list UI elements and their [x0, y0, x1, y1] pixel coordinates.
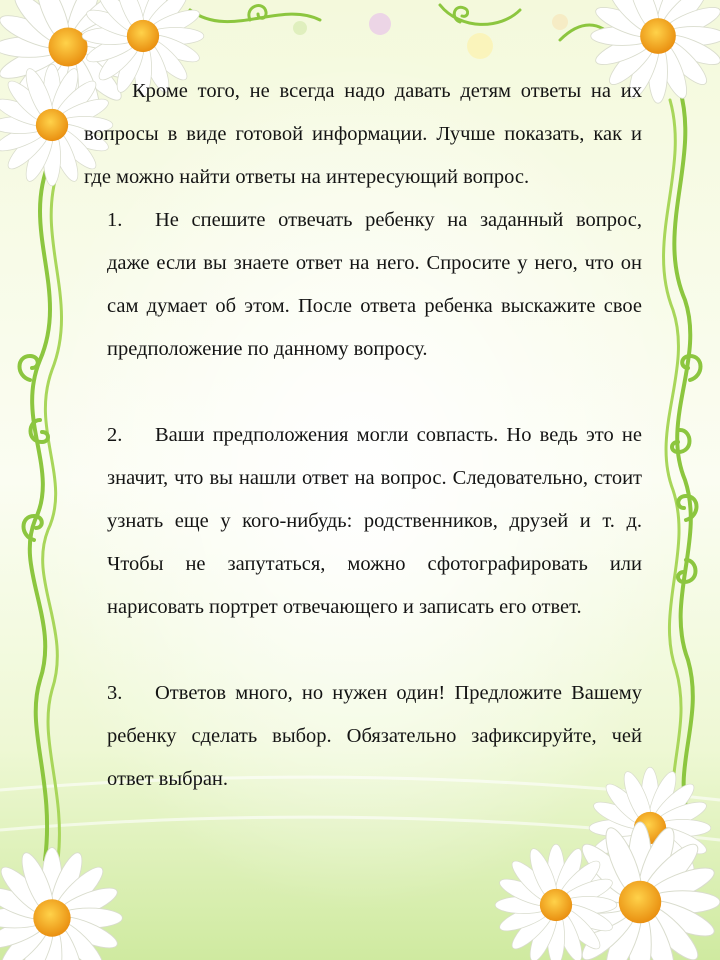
list-item-number: 2.	[107, 424, 123, 446]
list-item-text: Ваши предположения могли совпасть. Но ведь это не значит, что вы нашли ответ на вопрос. Следовательно, стоит узнать еще у кого-нибудь: родственников, друзей и т. д. Чтобы не запутаться, можно сфотографировать или нарисовать портрет отвечающего и записать его ответ.	[107, 424, 642, 618]
intro-paragraph: Кроме того, не всегда надо давать детям ответы на их вопросы в виде готовой информации. Лучше показать, как и где можно найти ответы на интересующий вопрос.	[84, 80, 642, 188]
list-item-number: 1.	[107, 209, 123, 231]
text-body	[84, 70, 642, 801]
spacer	[84, 371, 642, 414]
spacer	[84, 629, 642, 672]
list-item-1	[84, 199, 642, 371]
list-item-2	[84, 414, 642, 629]
list-item-3	[84, 672, 642, 801]
daisy-bottom-middle	[495, 844, 617, 960]
list-item-text: Не спешите отвечать ребенку на заданный вопрос, даже если вы знаете ответ на него. Спросите у него, что он сам думает об этом. После ответа ребенка выскажите свое предположение по данному вопросу.	[107, 209, 642, 360]
list-item-text: Ответов много, но нужен один! Предложите Вашему ребенку сделать выбор. Обязательно зафиксируйте, чей ответ выбран.	[107, 682, 642, 790]
list-item-number: 3.	[107, 682, 123, 704]
